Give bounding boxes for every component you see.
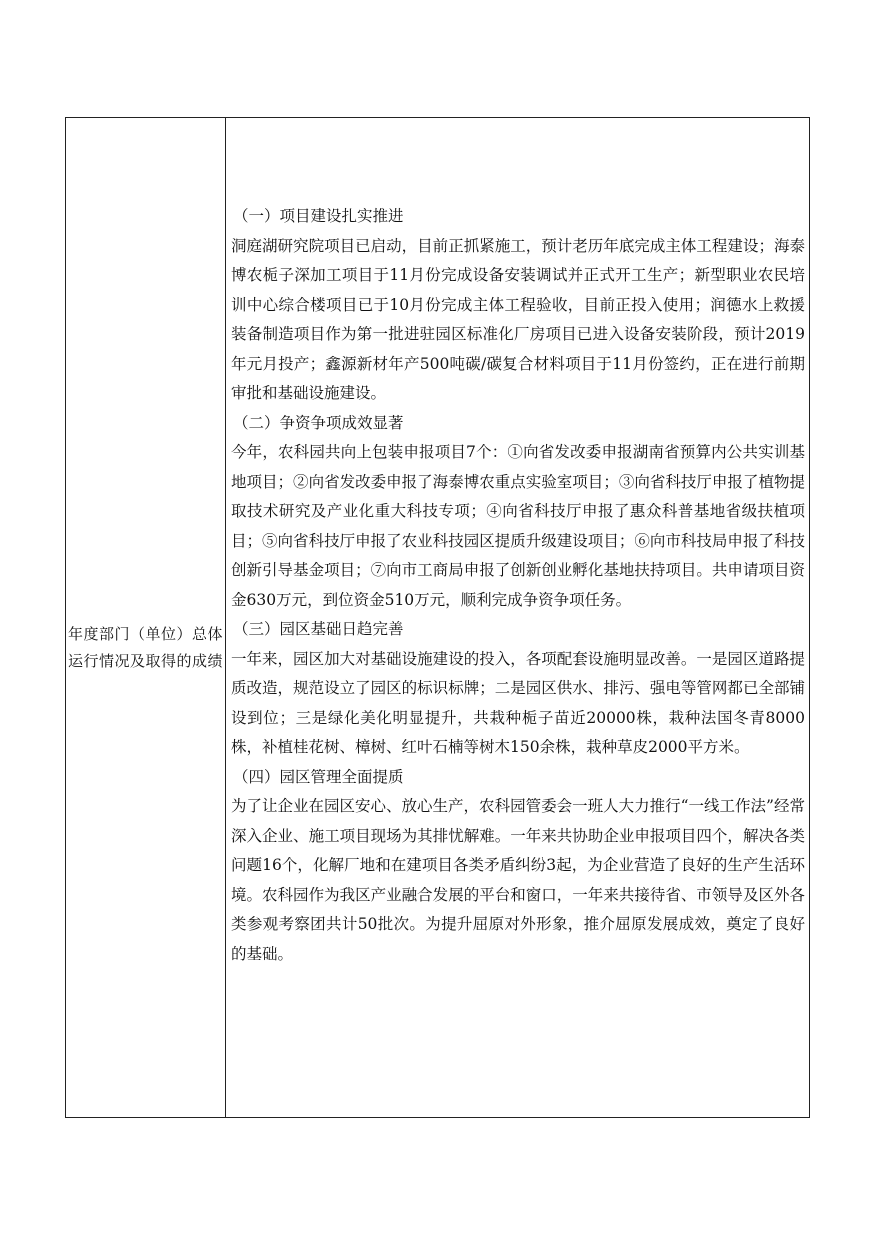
section-funding-projects	[231, 409, 809, 616]
section-heading: （三）园区基础日趋完善	[233, 620, 404, 638]
content-cell	[226, 118, 809, 1117]
section-body: 一年来，园区加大对基础设施建设的投入，各项配套设施明显改善。一是园区道路提质改造，规范设立了园区的标识标牌；二是园区供水、排污、强电等管网都已全部铺设到位；三是绿化美化明显提升，共栽种栀子苗近20000株，栽种法国冬青8000株，补植桂花树、樟树、红叶石楠等树木150余株，栽种草皮2000平方米。	[231, 649, 805, 756]
section-heading: （四）园区管理全面提质	[233, 767, 404, 786]
row-label-cell	[66, 118, 226, 1117]
row-label: 年度部门（单位）总体运行情况及取得的成绩	[67, 624, 223, 670]
section-body: 为了让企业在园区安心、放心生产，农科园管委会一班人大力推行“一线工作法”经常深入企业、施工项目现场为其排忧解难。一年来共协助企业申报项目四个，解决各类问题16个，化解厂地和在建项目各类矛盾纠纷3起，为企业营造了良好的生产生活环境。农科园作为我区产业融合发展的平台和窗口，一年来共接待省、市领导及区外各类参观考察团共计50批次。为提升屈原对外形象，推介屈原发展成效，奠定了良好的基础。	[231, 797, 805, 963]
section-project-construction	[231, 202, 809, 409]
section-heading: （二）争资争项成效显著	[233, 413, 404, 432]
report-table	[65, 117, 810, 1118]
section-park-management	[231, 763, 809, 970]
section-park-infrastructure	[231, 615, 809, 763]
section-body: 今年，农科园共向上包装申报项目7个：①向省发改委申报湖南省预算内公共实训基地项目；②向省发改委申报了海泰博农重点实验室项目；③向省科技厅申报了植物提取技术研究及产业化重大科技专项；④向省科技厅申报了惠众科普基地省级扶植项目；⑤向省科技厅申报了农业科技园区提质升级建设项目；⑥向市科技局申报了科技创新引导基金项目；⑦向市工商局申报了创新创业孵化基地扶持项目。共申请项目资金630万元，到位资金510万元，顺利完成争资争项任务。	[231, 443, 805, 609]
section-body: 洞庭湖研究院项目已启动，目前正抓紧施工，预计老历年底完成主体工程建设；海泰博农栀子深加工项目于11月份完成设备安装调试并正式开工生产；新型职业农民培训中心综合楼项目已于10月份完成主体工程验收，目前正投入使用；润德水上救援装备制造项目作为第一批进驻园区标准化厂房项目已进入设备安装阶段，预计2019年元月投产；鑫源新材年产500吨碳/碳复合材料项目于11月份签约，正在进行前期审批和基础设施建设。	[231, 236, 805, 402]
section-heading: （一）项目建设扎实推进	[233, 207, 404, 225]
